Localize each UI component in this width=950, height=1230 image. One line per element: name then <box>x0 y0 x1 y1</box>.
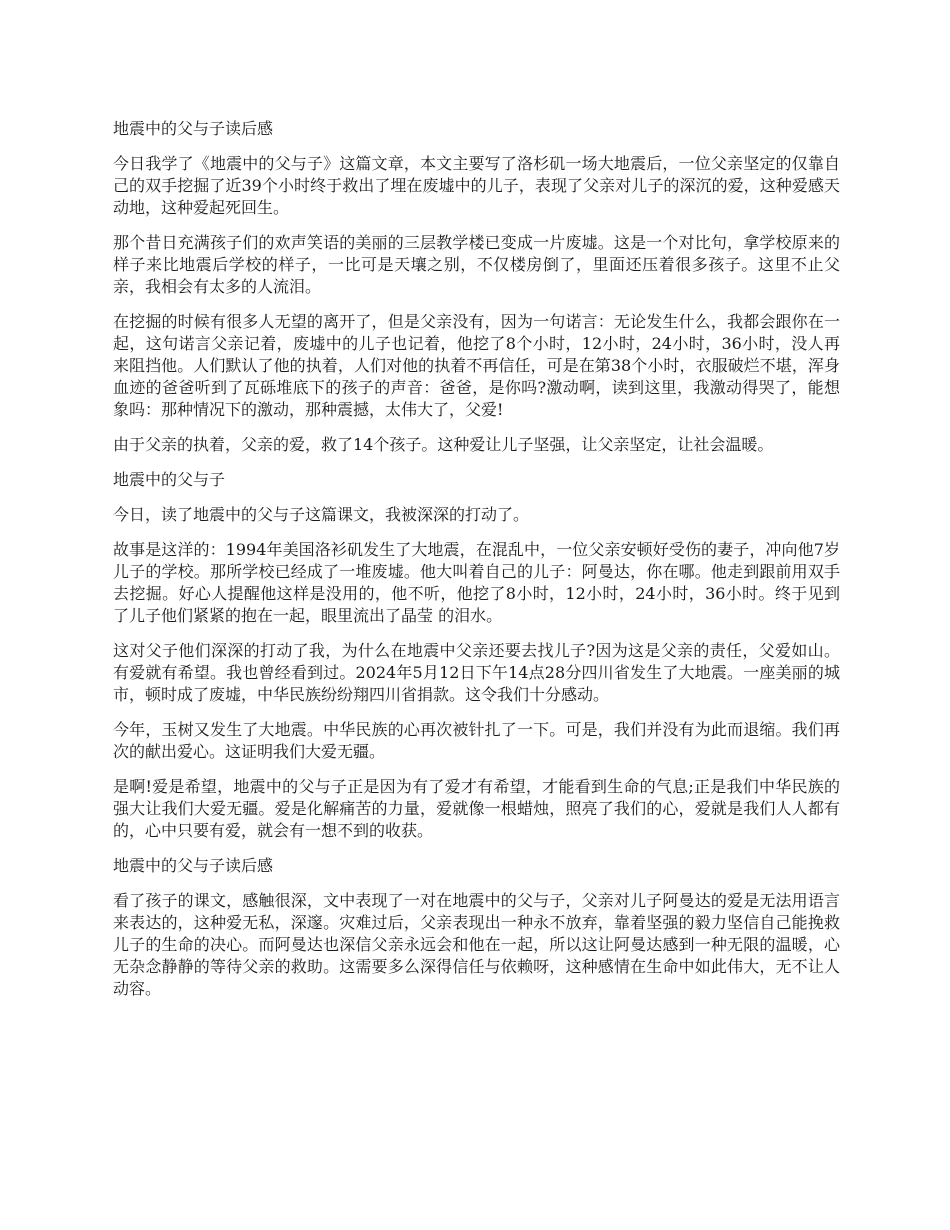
document-paragraph: 今日，读了地震中的父与子这篇课文，我被深深的打动了。 <box>113 505 530 524</box>
document-page <box>113 118 840 1013</box>
document-paragraph: 今日我学了《地震中的父与子》这篇文章，本文主要写了洛杉矶一场大地震后，一位父亲坚定的仅靠自己的双手挖掘了近39个小时终于救出了埋在废墟中的儿子，表现了父亲对儿子的深沉的爱，这种爱感天动地，这种爱起死回生。 <box>113 154 840 217</box>
document-paragraph: 故事是这洋的：1994年美国洛衫矶发生了大地震，在混乱中，一位父亲安顿好受伤的妻子，冲向他7岁儿子的学校。那所学校已经成了一堆废墟。他大叫着自己的儿子：阿曼达，你在哪。他走到跟前用双手去挖掘。好心人提醒他这样是没用的，他不听，他挖了8小时，12小时，24小时，36小时。终于见到了儿子他们紧紧的抱在一起，眼里流出了晶莹 的泪水。 <box>113 540 840 625</box>
document-paragraph: 那个昔日充满孩子们的欢声笑语的美丽的三层教学楼已变成一片废墟。这是一个对比句，拿学校原来的样子来比地震后学校的样子，一比可是天壤之别，不仅楼房倒了，里面还压着很多孩子。这里不止父亲，我相会有太多的人流泪。 <box>113 233 840 296</box>
document-heading: 地震中的父与子 <box>113 470 226 489</box>
document-paragraph: 是啊!爱是希望，地震中的父与子正是因为有了爱才有希望，才能看到生命的气息;正是我们中华民族的强大让我们大爱无疆。爱是化解痛苦的力量，爱就像一根蜡烛，照亮了我们的心，爱就是我们人人都有的，心中只要有爱，就会有一想不到的收获。 <box>113 777 840 840</box>
document-paragraph: 在挖掘的时候有很多人无望的离开了，但是父亲没有，因为一句诺言：无论发生什么，我都会跟你在一起，这句诺言父亲记着，废墟中的儿子也记着，他挖了8个小时，12小时，24小时，36小时，没人再来阻挡他。人们默认了他的执着，人们对他的执着不再信任，可是在第38个小时，衣服破烂不堪，浑身血迹的爸爸听到了瓦砾堆底下的孩子的声音：爸爸，是你吗?激动啊，读到这里，我激动得哭了，能想象吗：那种情况下的激动，那种震撼，太伟大了，父爱! <box>113 312 840 419</box>
document-paragraph: 看了孩子的课文，感触很深，文中表现了一对在地震中的父与子，父亲对儿子阿曼达的爱是无法用语言来表达的，这种爱无私，深邃。灾难过后，父亲表现出一种永不放弃，靠着坚强的毅力坚信自己能挽救儿子的生命的决心。而阿曼达也深信父亲永远会和他在一起，所以这让阿曼达感到一种无限的温暖，心无杂念静静的等待父亲的救助。这需要多么深得信任与依赖呀，这种感情在生命中如此伟大，无不让人动容。 <box>113 891 840 998</box>
document-heading: 地震中的父与子读后感 <box>113 856 274 875</box>
document-heading: 地震中的父与子读后感 <box>113 119 274 138</box>
document-paragraph: 这对父子他们深深的打动了我，为什么在地震中父亲还要去找儿子?因为这是父亲的责任，父爱如山。有爱就有希望。我也曾经看到过。2024年5月12日下午14点28分四川省发生了大地震。一座美丽的城市，顿时成了废墟，中华民族纷纷翔四川省捐款。这令我们十分感动。 <box>113 641 840 704</box>
document-paragraph: 由于父亲的执着，父亲的爱，救了14个孩子。这种爱让儿子坚强，让父亲坚定，让社会温暖。 <box>113 435 774 454</box>
document-paragraph: 今年，玉树又发生了大地震。中华民族的心再次被针扎了一下。可是，我们并没有为此而退缩。我们再次的献出爱心。这证明我们大爱无疆。 <box>113 720 840 761</box>
